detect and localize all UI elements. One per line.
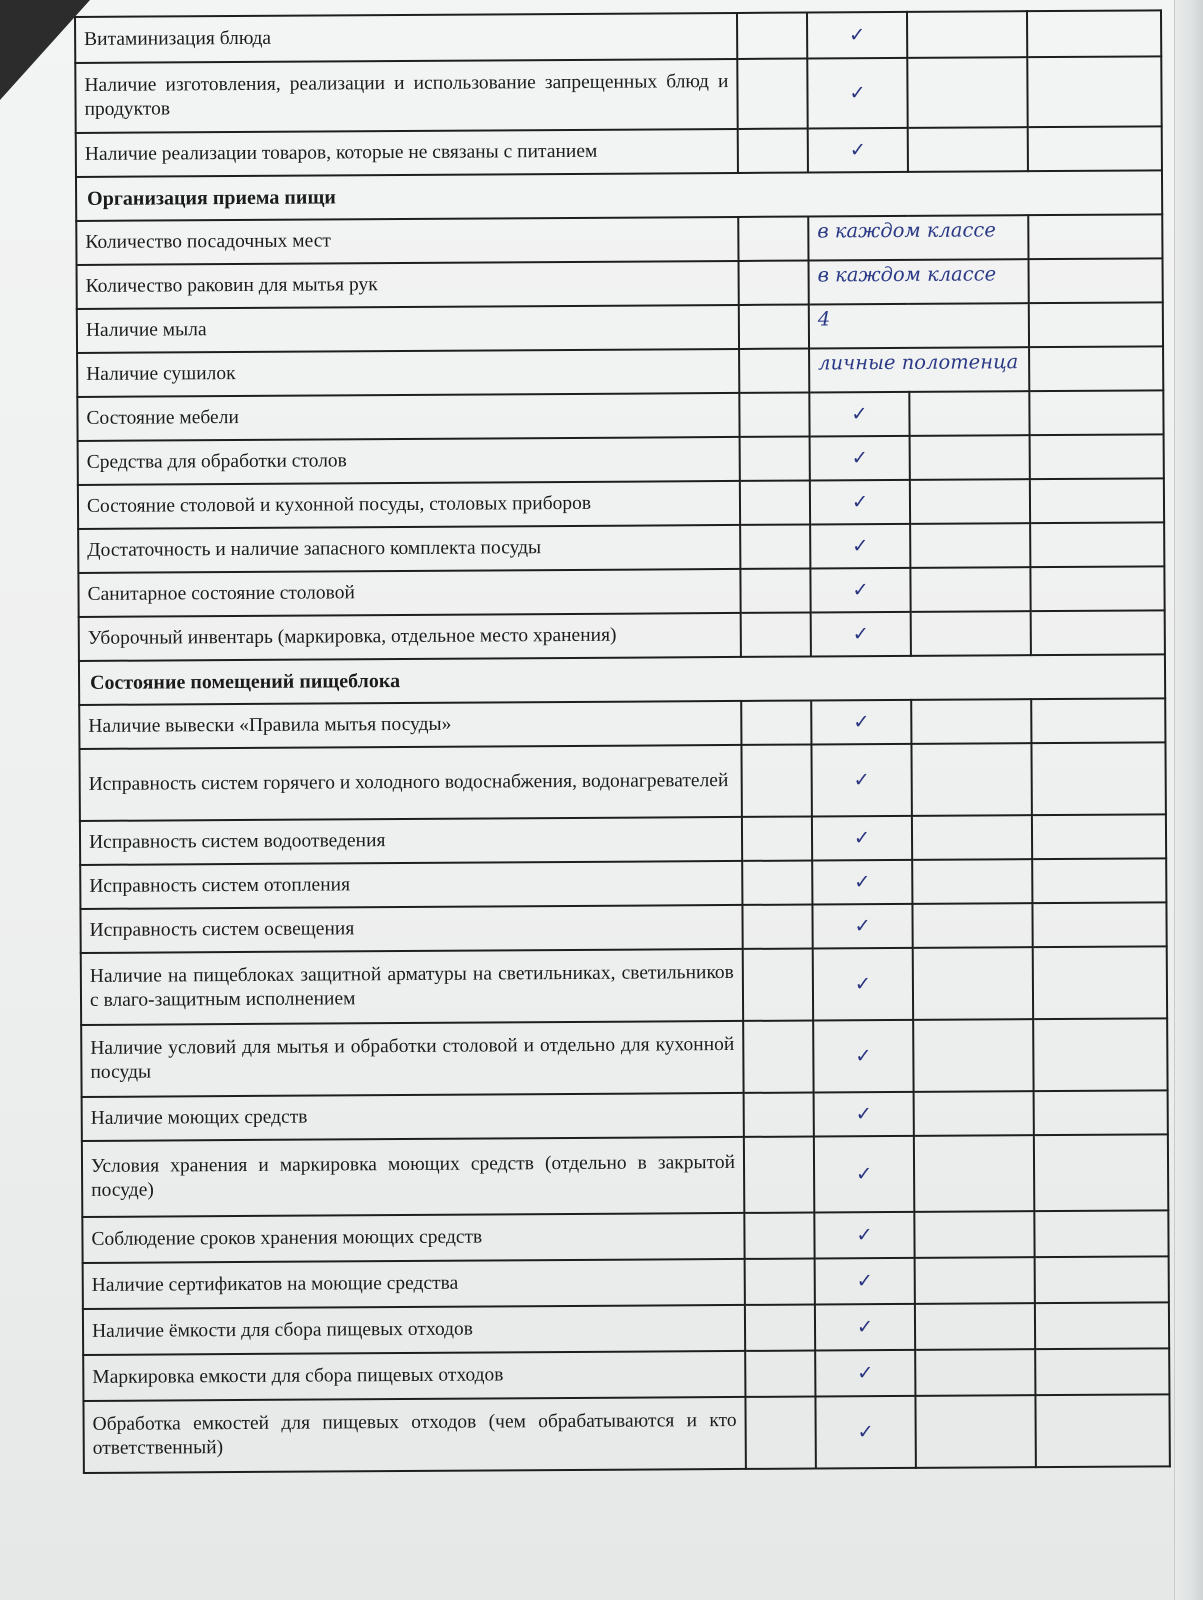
check-mark-icon: ✓ — [815, 1350, 915, 1397]
check-mark-icon: ✓ — [809, 392, 909, 437]
checklist-row — [80, 902, 1166, 953]
blank-cell — [1030, 566, 1164, 611]
blank-cell — [913, 1019, 1033, 1092]
check-mark-icon: ✓ — [807, 58, 907, 129]
checklist-row — [79, 610, 1165, 661]
criterion-label: Наличие на пищеблоках защитной арматуры на светильниках, светильников с влаго-защитным исполнением — [81, 949, 743, 1025]
blank-cell — [1027, 10, 1161, 57]
criterion-label: Наличие ёмкости для сбора пищевых отходов — [83, 1305, 745, 1355]
checklist-row — [77, 302, 1163, 353]
blank-cell — [915, 1257, 1035, 1304]
checklist-row — [75, 56, 1161, 133]
blank-cell — [739, 349, 809, 393]
check-mark-icon: ✓ — [810, 524, 910, 569]
blank-cell — [911, 699, 1031, 744]
blank-cell — [1032, 858, 1166, 903]
criterion-label: Наличие условий для мытья и обработки столовой и отдельно для кухонной посуды — [81, 1021, 743, 1097]
criterion-label: Наличие сертификатов на моющие средства — [83, 1259, 745, 1309]
blank-cell — [1028, 214, 1162, 259]
checklist-row — [77, 258, 1163, 309]
checklist-row — [83, 1348, 1169, 1401]
section-title: Состояние помещений пищеблока — [79, 654, 1165, 705]
criterion-label: Исправность систем горячего и холодного водоснабжения, водонагревателей — [79, 745, 741, 821]
handwritten-note — [808, 215, 1028, 260]
check-mark-icon: ✓ — [815, 1258, 915, 1305]
blank-cell — [1030, 478, 1164, 523]
blank-cell — [1028, 126, 1162, 171]
blank-cell — [744, 1137, 814, 1213]
blank-cell — [1034, 1210, 1168, 1257]
checklist-row — [78, 478, 1164, 529]
blank-cell — [1030, 522, 1164, 567]
inspection-checklist-table — [74, 9, 1171, 1474]
blank-cell — [745, 1258, 815, 1304]
criterion-label: Состояние мебели — [77, 393, 739, 441]
blank-cell — [1029, 302, 1163, 347]
blank-cell — [745, 1350, 815, 1396]
criterion-label: Наличие моющих средств — [82, 1093, 744, 1141]
blank-cell — [744, 1093, 814, 1137]
blank-cell — [915, 1303, 1035, 1350]
blank-cell — [740, 569, 810, 613]
criterion-label: Условия хранения и маркировка моющих средств (отдельно в закрытой посуде) — [82, 1137, 744, 1217]
criterion-label: Исправность систем освещения — [80, 905, 742, 953]
checklist-row — [80, 814, 1166, 865]
blank-cell — [910, 523, 1030, 568]
criterion-label: Исправность систем отопления — [80, 861, 742, 909]
check-mark-icon: ✓ — [810, 480, 910, 525]
blank-cell — [910, 567, 1030, 612]
checklist-row — [80, 858, 1166, 909]
blank-cell — [1031, 698, 1165, 743]
check-mark-icon: ✓ — [811, 744, 911, 817]
check-mark-icon: ✓ — [813, 948, 913, 1021]
criterion-label: Наличие изготовления, реализации и использование запрещенных блюд и продуктов — [75, 59, 737, 133]
blank-cell — [739, 393, 809, 437]
section-header-row — [79, 654, 1165, 705]
criterion-label: Средства для обработки столов — [78, 437, 740, 485]
blank-cell — [910, 435, 1030, 480]
criterion-label: Витаминизация блюда — [75, 13, 737, 63]
blank-cell — [907, 57, 1027, 128]
check-mark-icon: ✓ — [813, 1020, 913, 1093]
handwritten-note — [809, 303, 1029, 348]
blank-cell — [745, 1396, 815, 1468]
handwritten-text: в каждом классе — [817, 262, 997, 287]
blank-cell — [1034, 1134, 1168, 1211]
blank-cell — [738, 217, 808, 261]
handwritten-text: 4 — [817, 307, 831, 331]
criterion-label: Наличие вывески «Правила мытья посуды» — [79, 701, 741, 749]
blank-cell — [1035, 1256, 1169, 1303]
checklist-row — [81, 1018, 1167, 1097]
blank-cell — [739, 261, 809, 305]
blank-cell — [1029, 390, 1163, 435]
blank-cell — [914, 1135, 1034, 1212]
checklist-row — [82, 1134, 1168, 1217]
criterion-label: Наличие реализации товаров, которые не связаны с питанием — [76, 129, 738, 177]
blank-cell — [740, 437, 810, 481]
blank-cell — [1027, 56, 1161, 127]
check-mark-icon: ✓ — [811, 700, 911, 745]
checklist-row — [82, 1210, 1168, 1263]
blank-cell — [742, 817, 812, 861]
blank-cell — [738, 129, 808, 173]
checklist-row — [81, 946, 1167, 1025]
blank-cell — [910, 479, 1030, 524]
check-mark-icon: ✓ — [814, 1136, 914, 1213]
handwritten-note — [809, 259, 1029, 304]
blank-cell — [739, 305, 809, 349]
blank-cell — [737, 13, 807, 59]
blank-cell — [741, 701, 811, 745]
criterion-label: Уборочный инвентарь (маркировка, отдельное место хранения) — [79, 613, 741, 661]
blank-cell — [914, 1091, 1034, 1136]
criterion-label: Обработка емкостей для пищевых отходов (чем обрабатываются и кто ответственный) — [83, 1397, 745, 1473]
checklist-row — [83, 1256, 1169, 1309]
blank-cell — [915, 1395, 1035, 1468]
blank-cell — [741, 745, 811, 817]
criterion-label: Соблюдение сроков хранения моющих средств — [82, 1213, 744, 1263]
blank-cell — [1029, 346, 1163, 391]
blank-cell — [743, 1021, 813, 1093]
blank-cell — [914, 1211, 1034, 1258]
checklist-row — [78, 522, 1164, 573]
checklist-row — [79, 698, 1165, 749]
blank-cell — [1035, 1394, 1169, 1467]
checklist-row — [77, 390, 1163, 441]
criterion-label: Наличие сушилок — [77, 349, 739, 397]
blank-cell — [912, 815, 1032, 860]
criterion-label: Достаточность и наличие запасного комплекта посуды — [78, 525, 740, 573]
blank-cell — [1033, 946, 1167, 1019]
stacked-page-edges — [1174, 0, 1203, 1600]
blank-cell — [1031, 742, 1165, 815]
check-mark-icon: ✓ — [812, 816, 912, 861]
blank-cell — [744, 1213, 814, 1259]
blank-cell — [743, 949, 813, 1021]
checklist-row — [83, 1302, 1169, 1355]
blank-cell — [909, 391, 1029, 436]
checklist-row — [77, 346, 1163, 397]
checklist-row — [76, 126, 1162, 177]
check-mark-icon: ✓ — [814, 1212, 914, 1259]
blank-cell — [1034, 1090, 1168, 1135]
criterion-label: Санитарное состояние столовой — [78, 569, 740, 617]
check-mark-icon: ✓ — [815, 1396, 915, 1469]
blank-cell — [908, 127, 1028, 172]
checklist-body — [75, 10, 1170, 1473]
checklist-row — [78, 434, 1164, 485]
blank-cell — [1031, 610, 1165, 655]
blank-cell — [1033, 1018, 1167, 1091]
criterion-label: Количество посадочных мест — [76, 217, 738, 265]
handwritten-text: в каждом классе — [817, 218, 996, 243]
check-mark-icon: ✓ — [812, 860, 912, 905]
checklist-row — [82, 1090, 1168, 1141]
blank-cell — [915, 1349, 1035, 1396]
blank-cell — [1035, 1348, 1169, 1395]
blank-cell — [907, 11, 1027, 58]
blank-cell — [740, 481, 810, 525]
check-mark-icon: ✓ — [807, 12, 907, 59]
blank-cell — [1030, 434, 1164, 479]
handwritten-note — [809, 347, 1029, 392]
blank-cell — [912, 859, 1032, 904]
blank-cell — [737, 59, 807, 129]
blank-cell — [742, 861, 812, 905]
section-header-row — [76, 170, 1162, 221]
criterion-label: Маркировка емкости для сбора пищевых отходов — [83, 1351, 745, 1401]
check-mark-icon: ✓ — [808, 128, 908, 173]
checklist-row — [79, 742, 1165, 821]
check-mark-icon: ✓ — [814, 1092, 914, 1137]
check-mark-icon: ✓ — [810, 568, 910, 613]
checklist-row — [76, 214, 1162, 265]
blank-cell — [745, 1304, 815, 1350]
blank-cell — [1032, 902, 1166, 947]
blank-cell — [911, 743, 1031, 816]
blank-cell — [1035, 1302, 1169, 1349]
blank-cell — [1029, 258, 1163, 303]
check-mark-icon: ✓ — [811, 612, 911, 657]
criterion-label: Исправность систем водоотведения — [80, 817, 742, 865]
blank-cell — [741, 613, 811, 657]
blank-cell — [913, 947, 1033, 1020]
criterion-label: Количество раковин для мытья рук — [77, 261, 739, 309]
blank-cell — [1032, 814, 1166, 859]
checklist-row — [78, 566, 1164, 617]
blank-cell — [912, 903, 1032, 948]
check-mark-icon: ✓ — [815, 1304, 915, 1351]
criterion-label: Наличие мыла — [77, 305, 739, 353]
checklist-row — [75, 10, 1161, 63]
blank-cell — [742, 905, 812, 949]
blank-cell — [740, 525, 810, 569]
section-title: Организация приема пищи — [76, 170, 1162, 221]
check-mark-icon: ✓ — [810, 436, 910, 481]
blank-cell — [911, 611, 1031, 656]
criterion-label: Состояние столовой и кухонной посуды, столовых приборов — [78, 481, 740, 529]
handwritten-text: личные полотенца — [818, 350, 1019, 375]
check-mark-icon: ✓ — [812, 904, 912, 949]
checklist-row — [83, 1394, 1169, 1473]
